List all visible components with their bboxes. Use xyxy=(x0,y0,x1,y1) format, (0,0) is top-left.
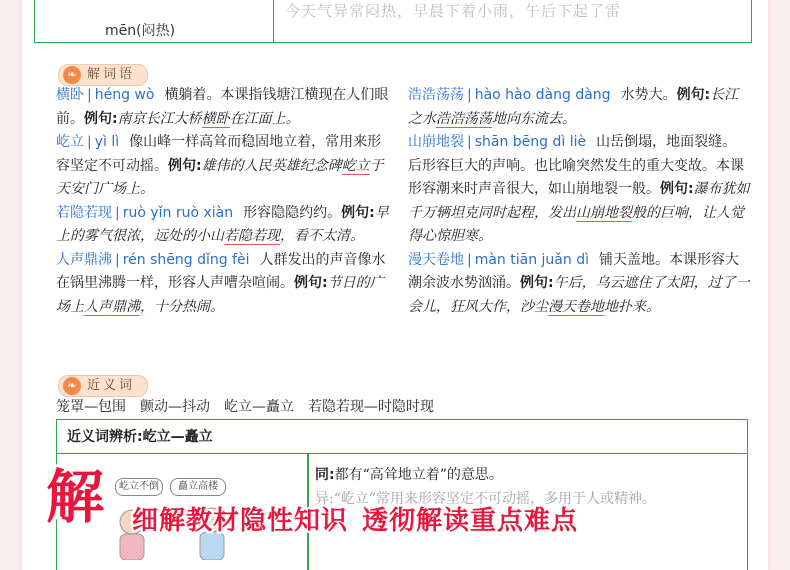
vocab-term: 漫天卷地 xyxy=(408,251,464,268)
top-cut-text: 今天气异常闷热，早晨下着小雨，午后下起了雷 xyxy=(285,2,622,20)
example-text: 般的巨响，让人觉得心惊胆寒。 xyxy=(408,204,744,244)
analysis-diff: 异:“屹立”常用来形容坚定不可动摇，多用于人或精神。 xyxy=(315,491,657,507)
vocab-column-left xyxy=(56,84,392,319)
vocab-term: 横卧 xyxy=(56,87,84,103)
tagline-1: 细解教材隐性知识 xyxy=(132,506,349,536)
same-text: 都有“高耸地立着”的意思。 xyxy=(334,467,503,483)
section-title: 近义词 xyxy=(87,378,136,393)
vocab-entry xyxy=(56,249,392,320)
example-text: 于天安门广场上。 xyxy=(56,157,384,197)
speech-bubble: 屹立不倒 xyxy=(115,478,163,496)
section-header-jinyi xyxy=(58,375,148,397)
vocab-pinyin: rén shēng dǐng fèi xyxy=(122,251,250,268)
term-separator: | xyxy=(115,251,120,268)
vocab-column-right xyxy=(408,84,750,319)
leaf-icon: ❧ xyxy=(63,377,81,395)
example-highlight: 屹立 xyxy=(341,157,370,174)
term-separator: | xyxy=(115,204,120,221)
section-header-cidian xyxy=(58,64,148,86)
speech-bubble: 矗立高楼 xyxy=(170,478,226,496)
vocab-definition: 人群发出的声音像水在锅里沸腾一样，形容人声嘈杂喧闹。 xyxy=(56,251,386,291)
vocab-definition: 山岳倒塌，地面裂缝。后形容巨大的声响。也比喻突然发生的重大变故。本课形容潮来时声音很大，如山崩地裂一般。 xyxy=(408,134,744,197)
example-text: 午后，乌云遮住了太阳，过了一会儿，狂风大作，沙尘 xyxy=(408,275,750,315)
example-label: 例句: xyxy=(520,275,554,291)
example-label: 例句: xyxy=(660,181,694,197)
vocab-definition: 像山峰一样高耸而稳固地立着，常用来形容坚定不可动摇。 xyxy=(56,134,382,174)
analysis-same xyxy=(315,464,503,484)
vocab-term: 山崩地裂 xyxy=(408,134,464,150)
example-text: 雄伟的人民英雄纪念碑 xyxy=(201,157,342,174)
vocab-entry xyxy=(408,249,750,320)
vocab-entry xyxy=(56,131,392,202)
vocab-term: 若隐若现 xyxy=(56,204,112,221)
vocab-term: 屹立 xyxy=(56,134,84,150)
example-text: 早上的雾气很浓，远处的小山 xyxy=(56,204,389,244)
example-highlight: 漫天卷地 xyxy=(548,298,604,315)
top-table-cell xyxy=(35,0,274,42)
vocab-pinyin: shān bēng dì liè xyxy=(474,134,587,150)
vocab-entry xyxy=(56,202,392,249)
example-highlight: 横卧 xyxy=(201,110,230,127)
vocab-entry xyxy=(56,84,392,131)
leaf-icon: ❧ xyxy=(63,66,81,84)
example-text: 在江面上。 xyxy=(229,110,300,127)
example-label: 例句: xyxy=(676,87,711,103)
top-table-fragment xyxy=(34,0,752,43)
term-separator: | xyxy=(87,134,92,150)
vocab-entry xyxy=(408,131,750,249)
overlay-big-char: 解 xyxy=(46,463,105,531)
vocab-pinyin: hào hào dàng dàng xyxy=(474,87,611,103)
term-separator: | xyxy=(467,134,472,150)
example-label: 例句: xyxy=(294,275,328,291)
vocab-pinyin: màn tiān juǎn dì xyxy=(474,251,589,268)
section-title: 解词语 xyxy=(87,67,136,82)
example-highlight: 浩浩荡荡 xyxy=(436,110,492,127)
example-text: 瀑布犹如千万辆坦克同时起程，发出 xyxy=(408,181,750,221)
vocab-definition: 横躺着。本课指钱塘江横现在人们眼前。 xyxy=(56,87,389,127)
example-text: 长江之水 xyxy=(408,87,739,127)
example-text: 南京长江大桥 xyxy=(117,110,202,127)
example-label: 例句: xyxy=(84,110,118,127)
vocab-pinyin: ruò yǐn ruò xiàn xyxy=(122,204,234,221)
top-pinyin: mēn(闷热) xyxy=(105,23,176,39)
example-label: 例句: xyxy=(168,157,202,174)
example-text: 地向东流去。 xyxy=(492,110,576,127)
term-separator: | xyxy=(87,87,92,103)
example-sentence xyxy=(118,111,300,128)
vocab-term: 人声鼎沸 xyxy=(56,251,112,268)
vocab-definition: 水势大。 xyxy=(620,87,677,103)
example-text: ，看不太清。 xyxy=(280,228,364,244)
overlay-tagline xyxy=(132,500,578,537)
vocab-pinyin: héng wò xyxy=(94,87,155,103)
vocab-definition: 形容隐隐约约。 xyxy=(243,204,342,221)
example-label: 例句: xyxy=(341,204,375,221)
analysis-title: 近义词辨析:屹立—矗立 xyxy=(57,420,747,454)
tagline-2: 透彻解读重点难点 xyxy=(362,506,579,536)
term-separator: | xyxy=(467,251,472,268)
example-text: 节日的广场上 xyxy=(56,275,384,315)
vocab-term: 浩浩荡荡 xyxy=(408,87,464,103)
vocab-pinyin: yì lì xyxy=(94,134,120,150)
synonym-list: 笼罩—包围 颤动—抖动 屹立—矗立 若隐若现—时隐时现 xyxy=(56,399,434,415)
example-highlight: 人声鼎沸 xyxy=(84,298,140,315)
vocab-definition: 铺天盖地。本课形容大潮余波水势汹涌。 xyxy=(408,251,739,291)
example-text: 地扑来。 xyxy=(604,298,660,315)
same-label: 同: xyxy=(315,467,335,483)
example-text: ，十分热闹。 xyxy=(140,298,224,315)
term-separator: | xyxy=(467,87,472,103)
vocab-entry xyxy=(408,84,750,131)
example-highlight: 若隐若现 xyxy=(224,228,280,244)
example-highlight: 山崩地裂 xyxy=(576,204,632,221)
